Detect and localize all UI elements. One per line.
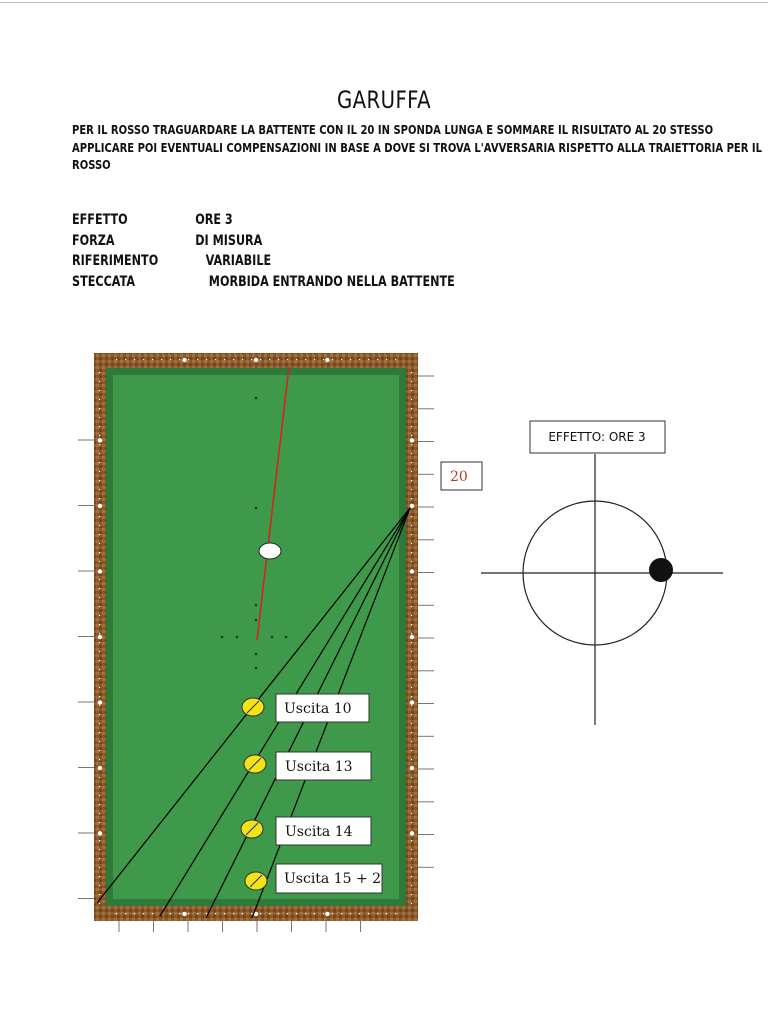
rail-dot xyxy=(411,606,412,607)
rail-dot xyxy=(411,435,412,436)
rail-dot xyxy=(152,913,153,914)
param-value: ORE 3 xyxy=(195,212,233,228)
rail-dot xyxy=(411,660,412,661)
rail-diamond xyxy=(98,635,102,639)
rail-diamond xyxy=(98,569,102,573)
rail-dot xyxy=(99,813,100,814)
intro-line-2: APPLICARE POI EVENTUALI COMPENSAZIONI IN BASE A DOVE SI TROVA L'AVVERSARIA RISPETTO ALLA TRAIETTORIA PER IL xyxy=(72,139,763,155)
rail-dot xyxy=(278,359,279,360)
rail-dot xyxy=(341,359,342,360)
rail-dot xyxy=(411,732,412,733)
spot xyxy=(255,619,258,622)
rail-dot xyxy=(99,399,100,400)
rail-diamond xyxy=(254,358,258,362)
rail-dot xyxy=(411,822,412,823)
rail-dot xyxy=(99,723,100,724)
rail-dot xyxy=(99,381,100,382)
rail-dot xyxy=(99,642,100,643)
rail-dot xyxy=(99,597,100,598)
rail-dot xyxy=(411,705,412,706)
rail-dot xyxy=(377,913,378,914)
rail-dot xyxy=(215,913,216,914)
rail-dot xyxy=(99,615,100,616)
rail-dot xyxy=(411,453,412,454)
rail-dot xyxy=(269,359,270,360)
rail-dot xyxy=(99,588,100,589)
rail-dot xyxy=(99,804,100,805)
rail-dot xyxy=(99,858,100,859)
rail-dot xyxy=(411,741,412,742)
rail-dot xyxy=(99,777,100,778)
rail-dot xyxy=(411,813,412,814)
rail-dot xyxy=(411,462,412,463)
rail-dot xyxy=(411,543,412,544)
rail-dot xyxy=(323,359,324,360)
rail-dot xyxy=(99,444,100,445)
rail-dot xyxy=(99,732,100,733)
rail-dot xyxy=(188,359,189,360)
param-label: EFFETTO xyxy=(72,212,128,228)
rail-dot xyxy=(99,579,100,580)
spot xyxy=(271,636,274,639)
rail-dot xyxy=(99,570,100,571)
rail-dot xyxy=(224,359,225,360)
rail-dot xyxy=(411,561,412,562)
rail-dot xyxy=(287,359,288,360)
rail-dot xyxy=(143,913,144,914)
rail-dot xyxy=(411,480,412,481)
rail-dot xyxy=(411,651,412,652)
rail-dot xyxy=(411,786,412,787)
rail-dot xyxy=(242,359,243,360)
rail-dot xyxy=(411,777,412,778)
rail-dot xyxy=(99,453,100,454)
intro-line-3: ROSSO xyxy=(72,157,111,172)
rail-dot xyxy=(99,426,100,427)
rail-dot xyxy=(99,543,100,544)
param-label: RIFERIMENTO xyxy=(72,253,159,269)
rail-dot xyxy=(99,867,100,868)
rail-dot xyxy=(411,498,412,499)
rail-dot xyxy=(233,359,234,360)
rail-dot xyxy=(99,417,100,418)
rail-dot xyxy=(233,913,234,914)
rail-dot xyxy=(188,913,189,914)
param-label: FORZA xyxy=(72,232,115,249)
rail-dot xyxy=(99,849,100,850)
rail-dot xyxy=(99,462,100,463)
rail-dot xyxy=(260,913,261,914)
rail-dot xyxy=(386,359,387,360)
rail-dot xyxy=(99,471,100,472)
rail-dot xyxy=(411,408,412,409)
rail-dot xyxy=(99,687,100,688)
rail-dot xyxy=(411,372,412,373)
exit-label-10: Uscita 10 xyxy=(284,701,352,717)
rail-dot xyxy=(99,489,100,490)
rail-dot xyxy=(411,426,412,427)
rail-dot xyxy=(134,913,135,914)
rail-dot xyxy=(269,913,270,914)
rail-dot xyxy=(411,876,412,877)
rail-dot xyxy=(99,435,100,436)
exit-label-14: Uscita 14 xyxy=(285,824,353,840)
rail-dot xyxy=(99,795,100,796)
rail-dot xyxy=(411,831,412,832)
rail-dot xyxy=(411,759,412,760)
rail-dot xyxy=(116,359,117,360)
rail-dot xyxy=(197,913,198,914)
rail-dot xyxy=(99,561,100,562)
rail-dot xyxy=(99,768,100,769)
rail-dot xyxy=(242,913,243,914)
rail-dot xyxy=(99,876,100,877)
rail-dot xyxy=(386,913,387,914)
rail-dot xyxy=(125,359,126,360)
rail-diamond xyxy=(182,358,186,362)
rail-dot xyxy=(411,444,412,445)
rail-dot xyxy=(411,624,412,625)
rail-dot xyxy=(411,849,412,850)
rail-dot xyxy=(411,471,412,472)
rail-dot xyxy=(287,913,288,914)
rail-dot xyxy=(99,696,100,697)
rail-dot xyxy=(411,417,412,418)
exit-label-13: Uscita 13 xyxy=(285,759,353,775)
rail-dot xyxy=(350,913,351,914)
spot xyxy=(285,636,288,639)
rail-dot xyxy=(341,913,342,914)
rail-dot xyxy=(134,359,135,360)
rail-dot xyxy=(411,579,412,580)
rail-dot xyxy=(99,534,100,535)
rail-diamond xyxy=(410,438,414,442)
spot xyxy=(255,653,258,656)
rail-dot xyxy=(99,390,100,391)
white-ball xyxy=(259,543,281,559)
rail-dot xyxy=(99,552,100,553)
rail-diamond xyxy=(410,569,414,573)
rail-dot xyxy=(215,359,216,360)
rail-diamond xyxy=(182,912,186,916)
rail-dot xyxy=(99,660,100,661)
rail-diamond xyxy=(98,700,102,704)
rail-dot xyxy=(305,359,306,360)
rail-dot xyxy=(99,480,100,481)
rail-dot xyxy=(368,359,369,360)
rail-dot xyxy=(411,687,412,688)
rail-dot xyxy=(411,669,412,670)
rail-dot xyxy=(161,359,162,360)
rail-dot xyxy=(99,750,100,751)
rail-dot xyxy=(99,498,100,499)
rail-dot xyxy=(323,913,324,914)
rail-dot xyxy=(411,723,412,724)
rail-diamond xyxy=(410,700,414,704)
rail-dot xyxy=(170,359,171,360)
rail-dot xyxy=(99,372,100,373)
rail-diamond xyxy=(98,438,102,442)
rail-dot xyxy=(260,359,261,360)
rail-dot xyxy=(411,507,412,508)
rail-dot xyxy=(314,913,315,914)
rail-dot xyxy=(411,525,412,526)
effect-diagram xyxy=(481,454,723,725)
rail-dot xyxy=(411,399,412,400)
rail-dot xyxy=(99,759,100,760)
rail-dot xyxy=(251,913,252,914)
rail-dot xyxy=(99,903,100,904)
rail-dot xyxy=(99,885,100,886)
rail-dot xyxy=(206,359,207,360)
rail-dot xyxy=(411,534,412,535)
rail-dot xyxy=(377,359,378,360)
rail-dot xyxy=(99,894,100,895)
page-title: GARUFFA xyxy=(337,86,431,114)
rail-dot xyxy=(395,359,396,360)
spot xyxy=(255,397,258,400)
rail-dot xyxy=(411,390,412,391)
rail-dot xyxy=(411,381,412,382)
rail-dot xyxy=(411,570,412,571)
rail-dot xyxy=(411,840,412,841)
param-value: DI MISURA xyxy=(195,232,263,249)
rail-dot xyxy=(411,489,412,490)
spot xyxy=(236,636,239,639)
rail-dot xyxy=(411,894,412,895)
rail-dot xyxy=(99,606,100,607)
rail-dot xyxy=(332,913,333,914)
rail-dot xyxy=(368,913,369,914)
rail-dot xyxy=(359,359,360,360)
rail-dot xyxy=(411,597,412,598)
spot xyxy=(255,507,258,510)
rail-dot xyxy=(411,885,412,886)
rail-dot xyxy=(99,507,100,508)
contact-point-dot xyxy=(649,558,673,582)
rail-dot xyxy=(170,913,171,914)
rail-dot xyxy=(411,795,412,796)
rail-dot xyxy=(125,913,126,914)
rail-dot xyxy=(411,768,412,769)
rail-dot xyxy=(411,858,412,859)
rail-dot xyxy=(99,669,100,670)
rail-dot xyxy=(206,913,207,914)
rail-dot xyxy=(305,913,306,914)
rail-diamond xyxy=(325,358,329,362)
rail-dot xyxy=(99,741,100,742)
rail-dot xyxy=(411,552,412,553)
rail-dot xyxy=(143,359,144,360)
rail-dot xyxy=(224,913,225,914)
rail-dot xyxy=(411,678,412,679)
rail-dot xyxy=(359,913,360,914)
rail-dot xyxy=(99,525,100,526)
rail-dot xyxy=(411,633,412,634)
rail-dot xyxy=(411,804,412,805)
rail-dot xyxy=(179,913,180,914)
effect-label: EFFETTO: ORE 3 xyxy=(548,430,646,444)
rail-dot xyxy=(179,359,180,360)
rail-dot xyxy=(411,696,412,697)
rail-dot xyxy=(99,516,100,517)
rail-dot xyxy=(99,822,100,823)
rail-dot xyxy=(99,786,100,787)
rail-dot xyxy=(152,359,153,360)
rail-dot xyxy=(411,588,412,589)
rail-dot xyxy=(197,359,198,360)
rail-dot xyxy=(332,359,333,360)
rail-dot xyxy=(116,913,117,914)
rail-dot xyxy=(411,867,412,868)
rail-dot xyxy=(350,359,351,360)
rail-dot xyxy=(296,359,297,360)
spot xyxy=(255,604,258,607)
rail-dot xyxy=(395,913,396,914)
rail-dot xyxy=(99,633,100,634)
spot xyxy=(221,636,224,639)
rail-dot xyxy=(99,831,100,832)
rail-dot xyxy=(99,408,100,409)
param-value: MORBIDA ENTRANDO NELLA BATTENTE xyxy=(208,273,455,290)
rail-dot xyxy=(278,913,279,914)
rail-dot xyxy=(411,642,412,643)
rail-dot xyxy=(99,840,100,841)
rail-dot xyxy=(411,516,412,517)
rail-dot xyxy=(411,714,412,715)
rail-dot xyxy=(99,678,100,679)
rail-dot xyxy=(411,903,412,904)
rail-diamond xyxy=(325,912,329,916)
param-value: VARIABILE xyxy=(205,253,272,269)
rail-dot xyxy=(314,359,315,360)
rail-dot xyxy=(411,750,412,751)
rail-dot xyxy=(296,913,297,914)
rail-dot xyxy=(99,624,100,625)
spot xyxy=(255,667,258,670)
param-label: STECCATA xyxy=(72,273,136,290)
exit-label-15: Uscita 15 + 2 xyxy=(284,871,382,887)
rail-dot xyxy=(99,714,100,715)
marker-20-label: 20 xyxy=(450,469,468,485)
rail-diamond xyxy=(410,635,414,639)
intro-line-1: PER IL ROSSO TRAGUARDARE LA BATTENTE CON IL 20 IN SPONDA LUNGA E SOMMARE IL RISULTATO AL 20 STESSO xyxy=(72,122,714,137)
rail-dot xyxy=(251,359,252,360)
rail-dot xyxy=(99,705,100,706)
rail-dot xyxy=(411,615,412,616)
rail-dot xyxy=(99,651,100,652)
